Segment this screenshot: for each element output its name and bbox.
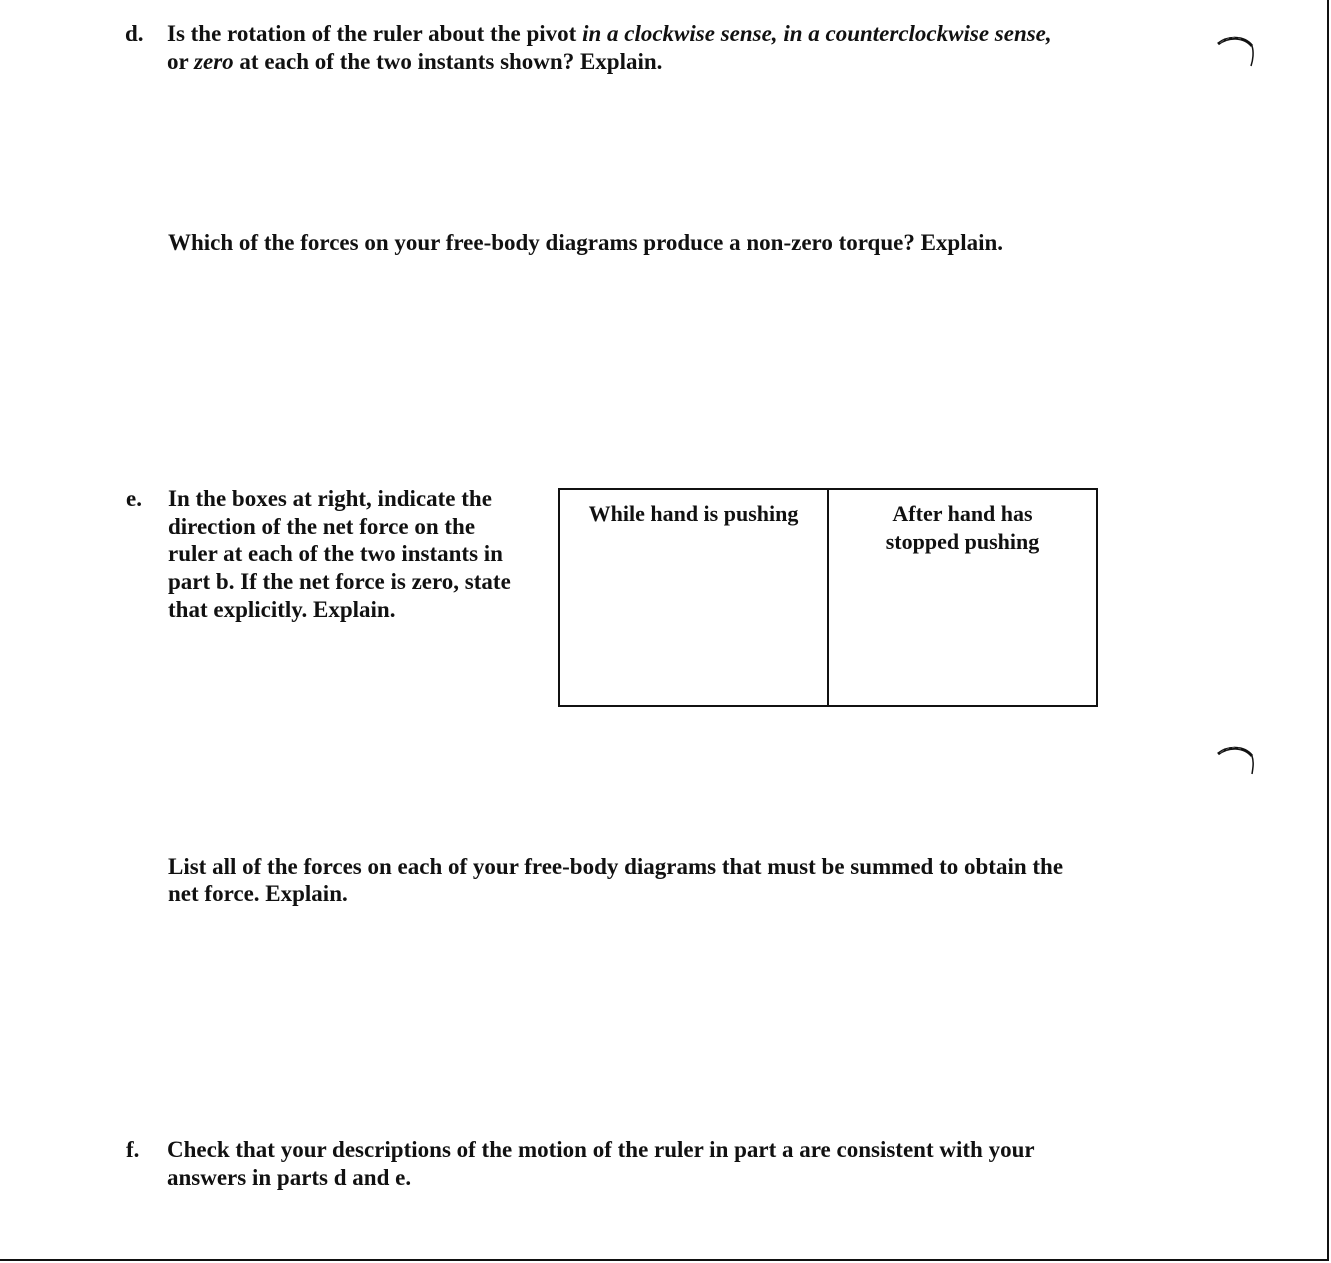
after-pushing-heading-line1: After hand has	[892, 501, 1033, 526]
while-pushing-box[interactable]	[560, 490, 827, 705]
while-pushing-heading: While hand is pushing	[588, 501, 799, 526]
part-e-followup-line1: List all of the forces on each of your free-body diagrams that must be summed to obtain the	[168, 854, 1064, 879]
part-d-line2-text-a: or	[167, 49, 195, 74]
part-d-clockwise: in a clockwise sense,	[582, 21, 778, 46]
part-e-followup-line2: net force. Explain.	[168, 881, 348, 906]
after-pushing-box[interactable]	[827, 490, 1096, 705]
part-f-line2: answers in parts d and e.	[167, 1165, 412, 1190]
part-d-counterclockwise: in a counterclockwise sense,	[783, 21, 1052, 46]
part-f-line1: Check that your descriptions of the motion of the ruler in part a are consistent with your	[167, 1137, 1035, 1162]
part-d-line1-text: Is the rotation of the ruler about the pivot	[167, 21, 583, 46]
curved-arrow-icon	[1216, 34, 1258, 70]
after-pushing-heading	[829, 490, 1096, 556]
part-d-zero: zero	[194, 49, 234, 74]
part-e-line2: direction of the net force on the	[168, 514, 476, 539]
part-e-line5: that explicitly. Explain.	[168, 597, 396, 622]
part-e-label: e.	[126, 486, 142, 511]
curved-arrow-icon	[1216, 744, 1258, 780]
part-e-line4: part b. If the net force is zero, state	[168, 569, 511, 594]
part-d-line2-text-b: at each of the two instants shown? Explain.	[233, 49, 663, 74]
part-e-line1: In the boxes at right, indicate the	[168, 486, 492, 511]
part-d-question-line1	[167, 20, 1147, 48]
part-d-label: d.	[125, 21, 144, 46]
net-force-answer-boxes	[558, 488, 1098, 707]
part-d-question-line2	[167, 48, 1147, 76]
part-f-label: f.	[126, 1137, 140, 1162]
part-d-followup: Which of the forces on your free-body diagrams produce a non-zero torque? Explain.	[168, 230, 1004, 255]
after-pushing-heading-line2: stopped pushing	[885, 529, 1040, 554]
part-e-line3: ruler at each of the two instants in	[168, 541, 503, 566]
